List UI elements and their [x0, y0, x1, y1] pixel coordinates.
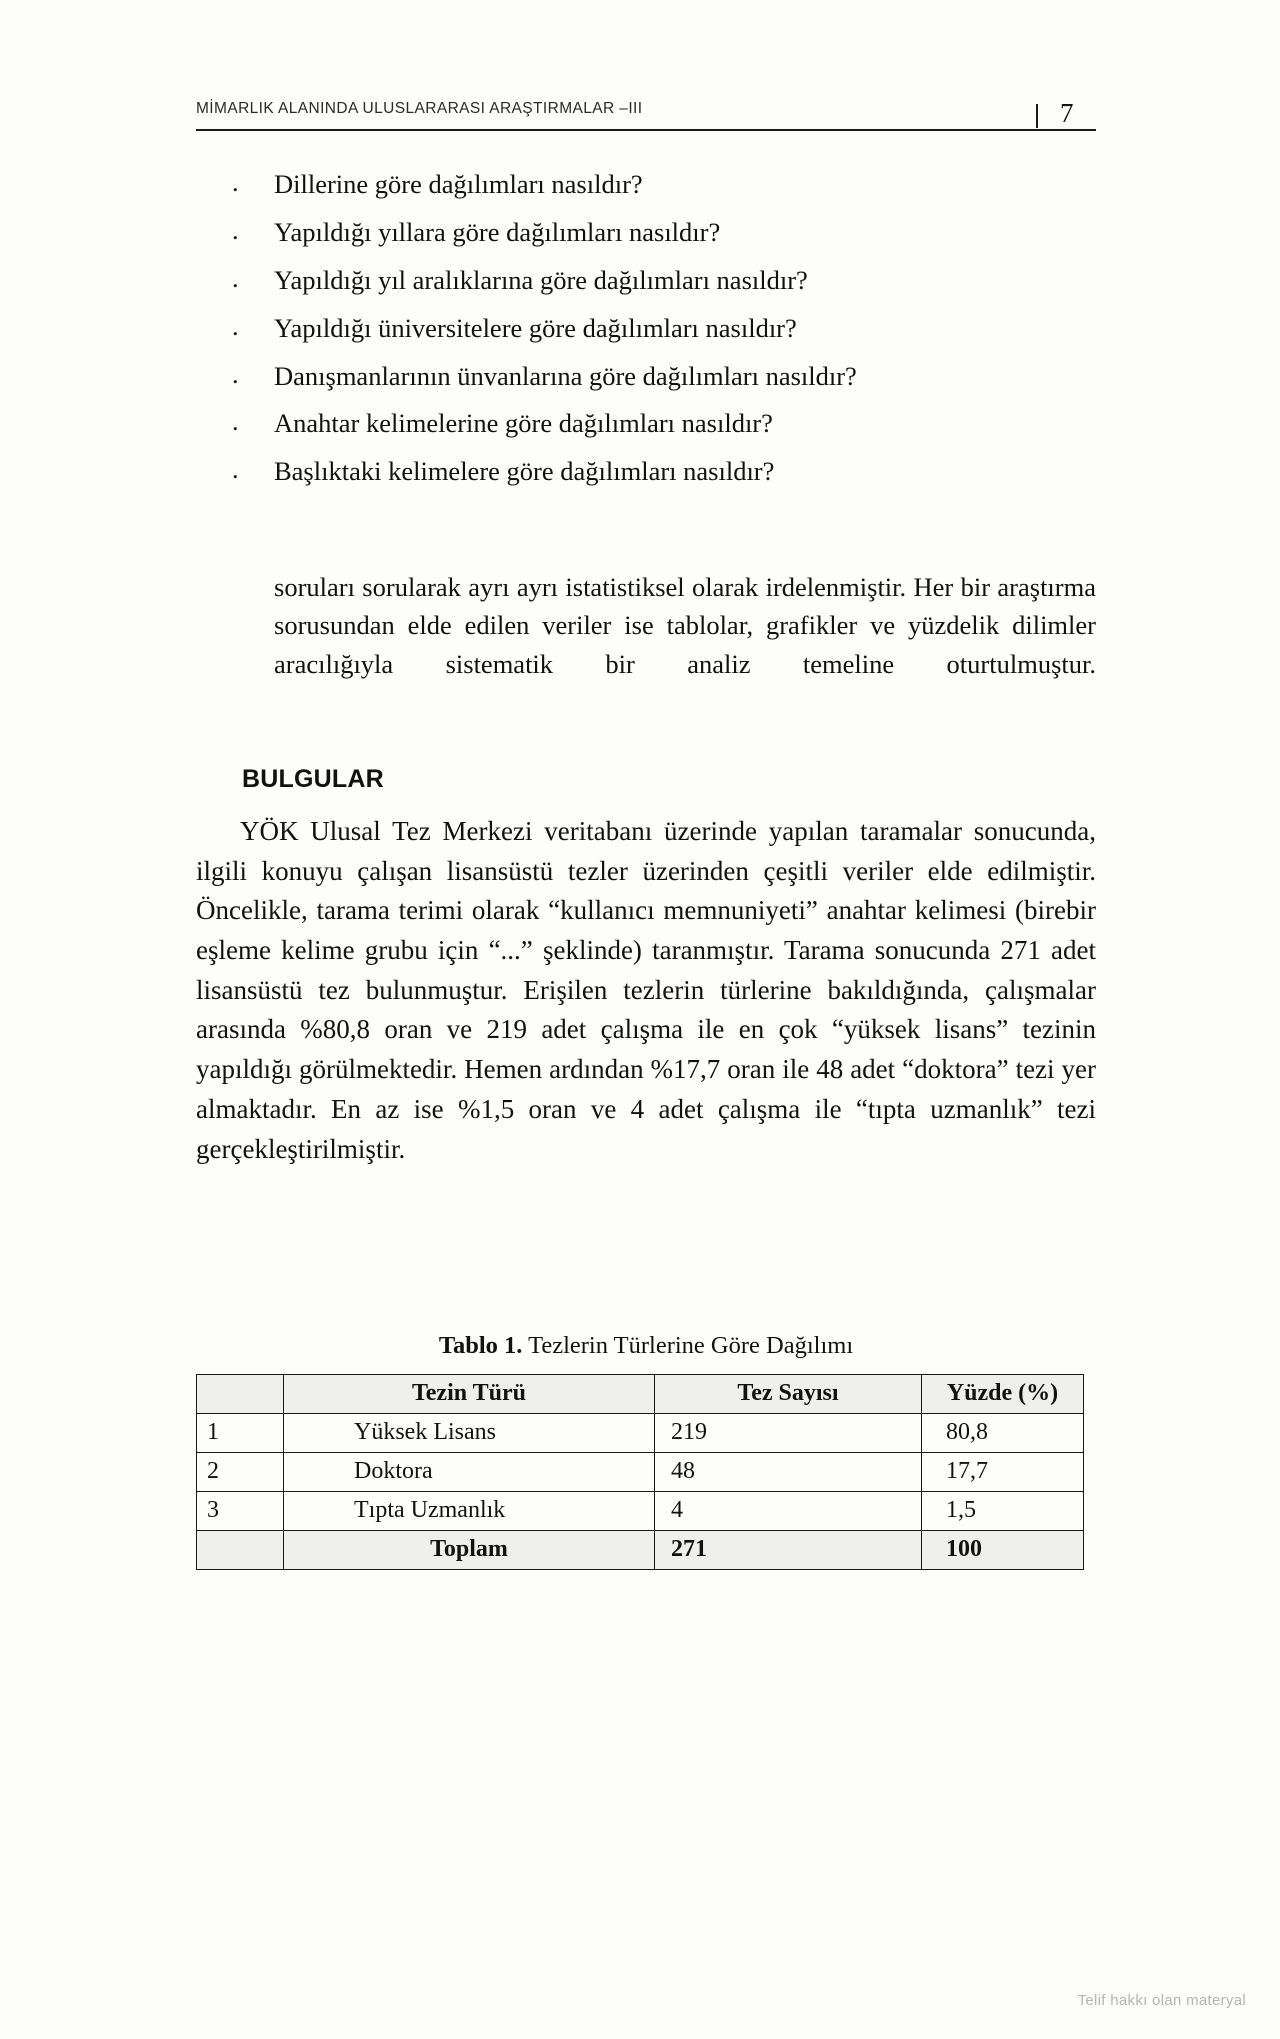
- cell-count: 219: [655, 1414, 922, 1453]
- section-heading-bulgular: BULGULAR: [242, 765, 384, 793]
- list-item: [232, 360, 1098, 393]
- table-row: [197, 1492, 1084, 1531]
- table-header-row: [197, 1375, 1084, 1414]
- column-header-type: Tezin Türü: [284, 1375, 655, 1414]
- cell-total-percent: 100: [922, 1531, 1084, 1570]
- list-item-label: Danışmanlarının ünvanlarına göre dağılımları nasıldır?: [274, 360, 857, 391]
- list-item: [232, 407, 1098, 440]
- table-row: [197, 1414, 1084, 1453]
- list-item: [232, 216, 1098, 249]
- copyright-watermark: Telif hakkı olan materyal: [1077, 1992, 1246, 2009]
- question-list: [232, 168, 1098, 503]
- list-item-label: Anahtar kelimelerine göre dağılımları nasıldır?: [274, 408, 773, 439]
- cell-total-count: 271: [655, 1531, 922, 1570]
- table-caption: [196, 1332, 1096, 1360]
- list-item: [232, 312, 1098, 345]
- cell-percent: 17,7: [922, 1453, 1084, 1492]
- list-item: [232, 168, 1098, 201]
- page-header: [196, 96, 1096, 130]
- table-caption-label: Tablo 1.: [438, 1332, 523, 1359]
- bullet-icon: .: [232, 168, 239, 197]
- cell-type: Tıpta Uzmanlık: [284, 1492, 655, 1531]
- paragraph-after-list: soruları sorularak ayrı ayrı istatistiksel olarak irdelenmiştir. Her bir araştırma sorusundan elde edilen veriler ise tablolar, grafikler ve yüzdelik dilimler aracılığıyla sistematik bir analiz temeline oturtulmuştur.: [274, 572, 1096, 679]
- cell-no: 1: [197, 1414, 284, 1453]
- cell-type: Yüksek Lisans: [284, 1414, 655, 1453]
- list-item: [232, 264, 1098, 297]
- cell-percent: 80,8: [922, 1414, 1084, 1453]
- column-header-percent: Yüzde (%): [922, 1375, 1084, 1414]
- table-thesis-types: [196, 1374, 1084, 1570]
- column-header-count: Tez Sayısı: [655, 1375, 922, 1414]
- bullet-icon: .: [232, 359, 239, 389]
- cell-no: 3: [197, 1492, 284, 1531]
- header-separator: [1036, 104, 1038, 128]
- cell-count: 4: [655, 1492, 922, 1531]
- list-item-label: Yapıldığı yıllara göre dağılımları nasıldır?: [274, 216, 721, 247]
- cell-count: 48: [655, 1453, 922, 1492]
- bullet-icon: .: [232, 263, 239, 293]
- table-header: [197, 1375, 1084, 1414]
- list-item-label: Dillerine göre dağılımları nasıldır?: [274, 169, 643, 199]
- cell-type: Doktora: [284, 1453, 655, 1492]
- bullet-icon: .: [232, 311, 239, 341]
- list-item-label: Yapıldığı yıl aralıklarına göre dağılımları nasıldır?: [274, 264, 808, 295]
- table-total-row: [197, 1531, 1084, 1570]
- running-title: MİMARLIK ALANINDA ULUSLARARASI ARAŞTIRMALAR –III: [196, 100, 643, 117]
- table-body: [197, 1414, 1084, 1570]
- bullet-icon: .: [232, 455, 239, 485]
- cell-no: 2: [197, 1453, 284, 1492]
- cell-total-label: Toplam: [284, 1531, 655, 1570]
- bullet-icon: .: [232, 215, 239, 245]
- header-rule: [196, 129, 1096, 131]
- cell-no: [197, 1531, 284, 1570]
- bullet-icon: .: [232, 407, 239, 437]
- table-row: [197, 1453, 1084, 1492]
- page-number: 7: [1060, 98, 1074, 128]
- list-item-label: Başlıktaki kelimelere göre dağılımları nasıldır?: [274, 456, 775, 487]
- column-header-no: [197, 1375, 284, 1414]
- cell-percent: 1,5: [922, 1492, 1084, 1531]
- paragraph-findings: YÖK Ulusal Tez Merkezi veritabanı üzerinde yapılan taramalar sonucunda, ilgili konuyu çalışan lisansüstü tezler üzerinden çeşitli veriler elde edilmiştir. Öncelikle, tarama terimi olarak “kullanıcı memnuniyeti” anahtar kelimesi (birebir eşleme kelime grubu için “...” şeklinde) taranmıştır. Tarama sonucunda 271 adet lisansüstü tez bulunmuştur. Erişilen tezlerin türlerine bakıldığında, çalışmalar arasında %80,8 oran ve 219 adet çalışma ile en çok “yüksek lisans” tezinin yapıldığı görülmektedir. Hemen ardından %17,7 oran ile 48 adet “doktora” tezi yer almaktadır. En az ise %1,5 oran ve 4 adet çalışma ile “tıpta uzmanlık” tezi gerçekleştirilmiştir.: [196, 816, 1096, 1164]
- list-item-label: Yapıldığı üniversitelere göre dağılımları nasıldır?: [274, 312, 797, 343]
- table-caption-text: Tezlerin Türlerine Göre Dağılımı: [522, 1332, 854, 1359]
- list-item: [232, 455, 1098, 488]
